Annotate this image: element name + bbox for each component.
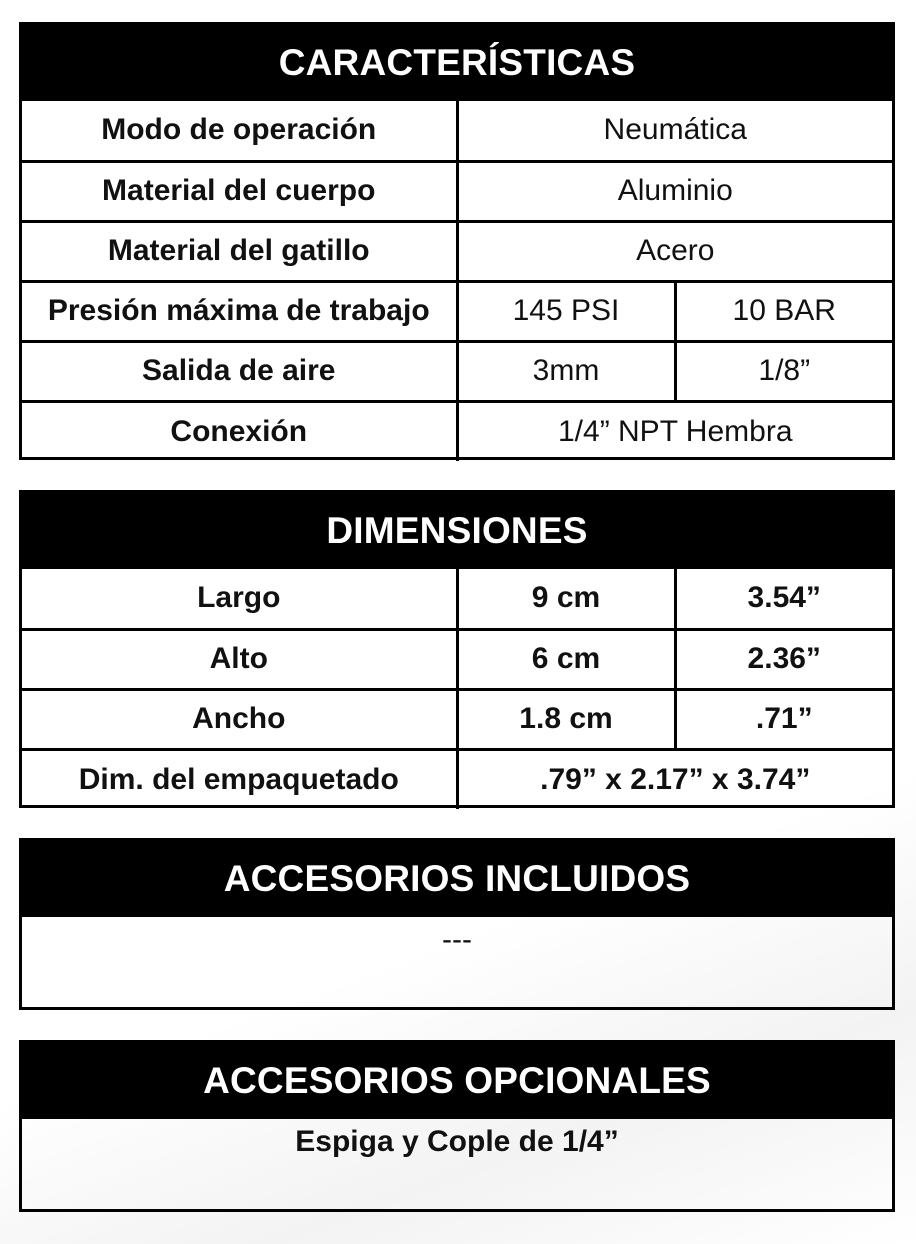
included-accessories-title: ACCESORIOS INCLUIDOS <box>22 841 892 917</box>
table-row <box>22 341 892 401</box>
row-value-imperial: 2.36” <box>675 629 892 689</box>
row-value-imperial: .71” <box>675 689 892 749</box>
dimensions-table <box>22 569 892 809</box>
row-value-bar: 10 BAR <box>675 281 892 341</box>
row-label: Dim. del empaquetado <box>22 749 457 809</box>
row-value: Neumática <box>457 101 892 161</box>
row-value-imperial: 3.54” <box>675 569 892 629</box>
table-row <box>22 629 892 689</box>
row-value-inch: 1/8” <box>675 341 892 401</box>
row-label: Material del gatillo <box>22 221 457 281</box>
characteristics-table <box>22 101 892 461</box>
optional-accessories-section <box>19 1040 895 1212</box>
row-label: Salida de aire <box>22 341 457 401</box>
table-row <box>22 161 892 221</box>
row-label: Material del cuerpo <box>22 161 457 221</box>
characteristics-title: CARACTERÍSTICAS <box>22 25 892 101</box>
row-label: Ancho <box>22 689 457 749</box>
row-label: Alto <box>22 629 457 689</box>
row-label: Largo <box>22 569 457 629</box>
row-value-mm: 3mm <box>457 341 675 401</box>
row-value-metric: 9 cm <box>457 569 675 629</box>
row-value: Aluminio <box>457 161 892 221</box>
dimensions-section <box>19 490 895 808</box>
row-value: Acero <box>457 221 892 281</box>
table-row <box>22 221 892 281</box>
row-label: Conexión <box>22 401 457 461</box>
table-row <box>22 689 892 749</box>
table-row <box>22 749 892 809</box>
table-row <box>22 569 892 629</box>
characteristics-section <box>19 22 895 460</box>
row-value-metric: 1.8 cm <box>457 689 675 749</box>
included-accessories-section <box>19 838 895 1010</box>
row-label: Presión máxima de trabajo <box>22 281 457 341</box>
optional-accessories-content: Espiga y Cople de 1/4” <box>295 1125 619 1158</box>
table-row <box>22 401 892 461</box>
dimensions-title: DIMENSIONES <box>22 493 892 569</box>
row-value-psi: 145 PSI <box>457 281 675 341</box>
table-row <box>22 101 892 161</box>
row-value: 1/4” NPT Hembra <box>457 401 892 461</box>
row-value-metric: 6 cm <box>457 629 675 689</box>
table-row <box>22 281 892 341</box>
included-accessories-content: --- <box>442 923 472 956</box>
row-value: .79” x 2.17” x 3.74” <box>457 749 892 809</box>
row-label: Modo de operación <box>22 101 457 161</box>
optional-accessories-title: ACCESORIOS OPCIONALES <box>22 1043 892 1119</box>
